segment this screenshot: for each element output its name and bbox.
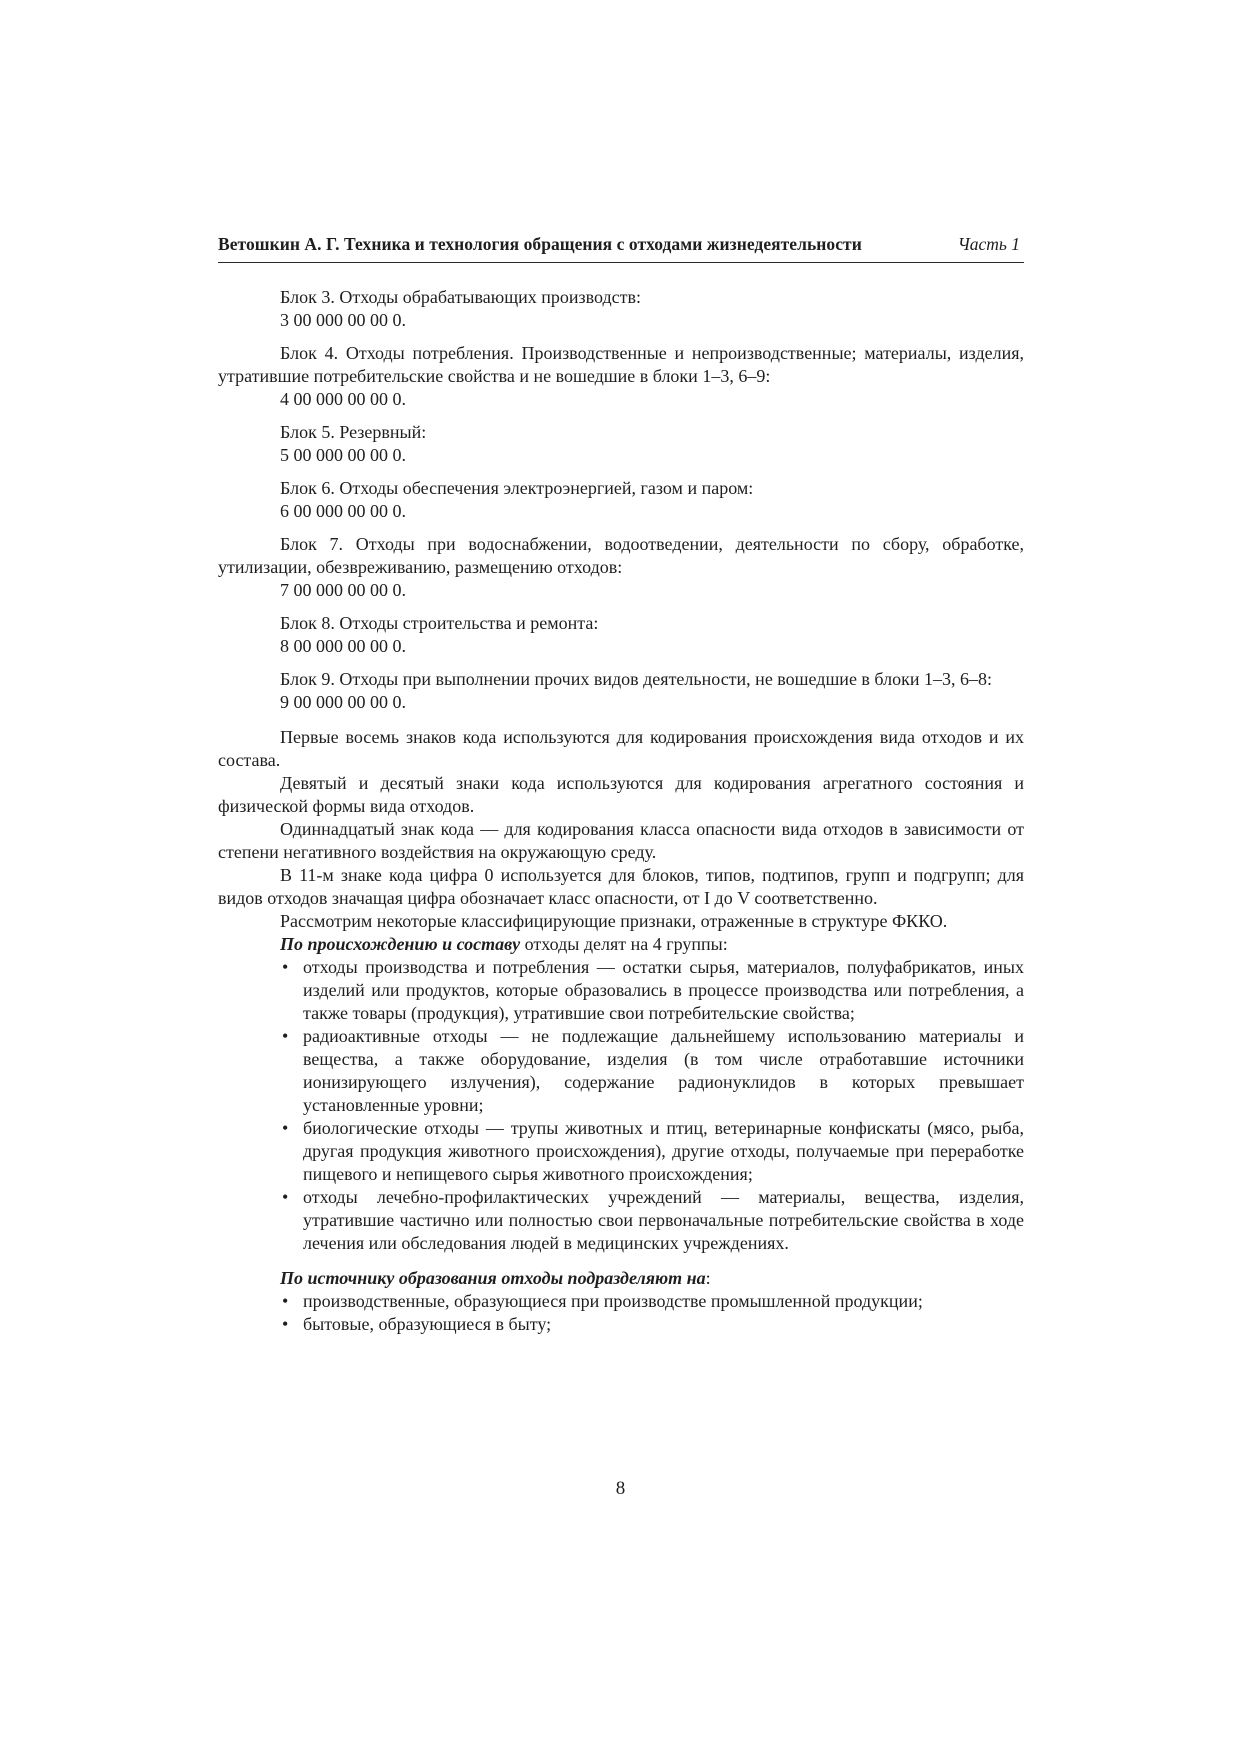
bullet-icon: • — [282, 1314, 289, 1334]
block-code: 7 00 000 00 00 0. — [280, 580, 406, 600]
list-item — [218, 1313, 1024, 1336]
list-item — [218, 1186, 1024, 1255]
block-desc: Блок 3. Отходы обрабатывающих производств: — [280, 287, 641, 307]
list-item-text: биологические отходы — трупы животных и птиц, ветеринарные конфискаты (мясо, рыба, другая продукция животного происхождения), другие отходы, получаемые при переработке пищевого и непищевого сырья животного происхождения; — [303, 1118, 1024, 1184]
list-item-text: отходы производства и потребления — остатки сырья, материалов, полуфабрикатов, иных изделий или продуктов, которые образовались в процессе производства или потребления, а также товары (продукция), утратившие свои потребительские свойства; — [303, 957, 1024, 1023]
bullet-icon: • — [282, 1118, 289, 1138]
block-code: 9 00 000 00 00 0. — [280, 692, 406, 712]
page-number: 8 — [615, 1478, 626, 1499]
source-lead-rest: : — [705, 1268, 711, 1288]
block-desc: Блок 4. Отходы потребления. Производственные и непроизводственные; материалы, изделия, утратившие потребительские свойства и не вошедшие в блоки 1–3, 6–9: — [218, 343, 1024, 386]
list-item — [218, 1025, 1024, 1117]
block-code: 3 00 000 00 00 0. — [280, 310, 406, 330]
page-body — [218, 286, 1024, 1336]
header-title: Ветошкин А. Г. Техника и технология обращения с отходами жизнедеятельности — [218, 234, 862, 254]
bullet-icon: • — [282, 1291, 289, 1311]
origin-list — [218, 956, 1024, 1255]
block-desc: Блок 8. Отходы строительства и ремонта: — [280, 613, 599, 633]
list-item — [218, 1290, 1024, 1313]
block-desc: Блок 5. Резервный: — [280, 422, 427, 442]
origin-lead-emphasis: По происхождению и составу — [280, 934, 521, 954]
paragraph-hazard-class: В 11-м знаке кода цифра 0 используется для блоков, типов, подтипов, групп и подгрупп; для видов отходов значащая цифра обозначает класс опасности, от I до V соответственно. — [218, 865, 1024, 908]
block-code: 6 00 000 00 00 0. — [280, 501, 406, 521]
header-part: Часть 1 — [957, 234, 1020, 254]
block-4 — [218, 342, 1024, 411]
list-item-text: производственные, образующиеся при производстве промышленной продукции; — [303, 1291, 923, 1311]
block-desc: Блок 7. Отходы при водоснабжении, водоотведении, деятельности по сбору, обработке, утилизации, обезвреживанию, размещению отходов: — [218, 534, 1024, 577]
bullet-icon: • — [282, 1187, 289, 1207]
block-code: 5 00 000 00 00 0. — [280, 445, 406, 465]
bullet-icon: • — [282, 1026, 289, 1046]
source-list — [218, 1290, 1024, 1336]
list-item-text: бытовые, образующиеся в быту; — [303, 1314, 552, 1334]
block-3 — [218, 286, 1024, 332]
block-8 — [218, 612, 1024, 658]
paragraph-classifiers: Рассмотрим некоторые классифицирующие признаки, отраженные в структуре ФККО. — [280, 911, 948, 931]
block-5 — [218, 421, 1024, 467]
list-item-text: отходы лечебно-профилактических учреждений — материалы, вещества, изделия, утратившие частично или полностью свои первоначальные потребительские свойства в ходе лечения или обследования людей в медицинских учреждениях. — [303, 1187, 1024, 1253]
source-lead — [218, 1267, 1024, 1290]
block-code: 8 00 000 00 00 0. — [280, 636, 406, 656]
block-7 — [218, 533, 1024, 602]
paragraph-code-chars-1-8: Первые восемь знаков кода используются для кодирования происхождения вида отходов и их состава. — [218, 727, 1024, 770]
block-9 — [218, 668, 1024, 714]
origin-lead-rest: отходы делят на 4 группы: — [520, 934, 728, 954]
block-desc: Блок 9. Отходы при выполнении прочих видов деятельности, не вошедшие в блоки 1–3, 6–8: — [280, 669, 993, 689]
bullet-icon: • — [282, 957, 289, 977]
list-item — [218, 1117, 1024, 1186]
origin-lead — [218, 933, 1024, 956]
paragraph-code-char-11: Одиннадцатый знак кода — для кодирования класса опасности вида отходов в зависимости от степени негативного воздействия на окружающую среду. — [218, 819, 1024, 862]
paragraph-code-chars-9-10: Девятый и десятый знаки кода используются для кодирования агрегатного состояния и физической формы вида отходов. — [218, 773, 1024, 816]
block-desc: Блок 6. Отходы обеспечения электроэнергией, газом и паром: — [280, 478, 754, 498]
list-item — [218, 956, 1024, 1025]
block-code: 4 00 000 00 00 0. — [280, 389, 406, 409]
block-6 — [218, 477, 1024, 523]
list-item-text: радиоактивные отходы — не подлежащие дальнейшему использованию материалы и вещества, а также оборудование, изделия (в том числе отработавшие источники ионизирующего излучения), содержание радионуклидов в которых превышает установленные уровни; — [303, 1026, 1024, 1115]
source-lead-emphasis: По источнику образования отходы подразделяют на — [280, 1268, 706, 1288]
running-header — [218, 232, 1024, 263]
